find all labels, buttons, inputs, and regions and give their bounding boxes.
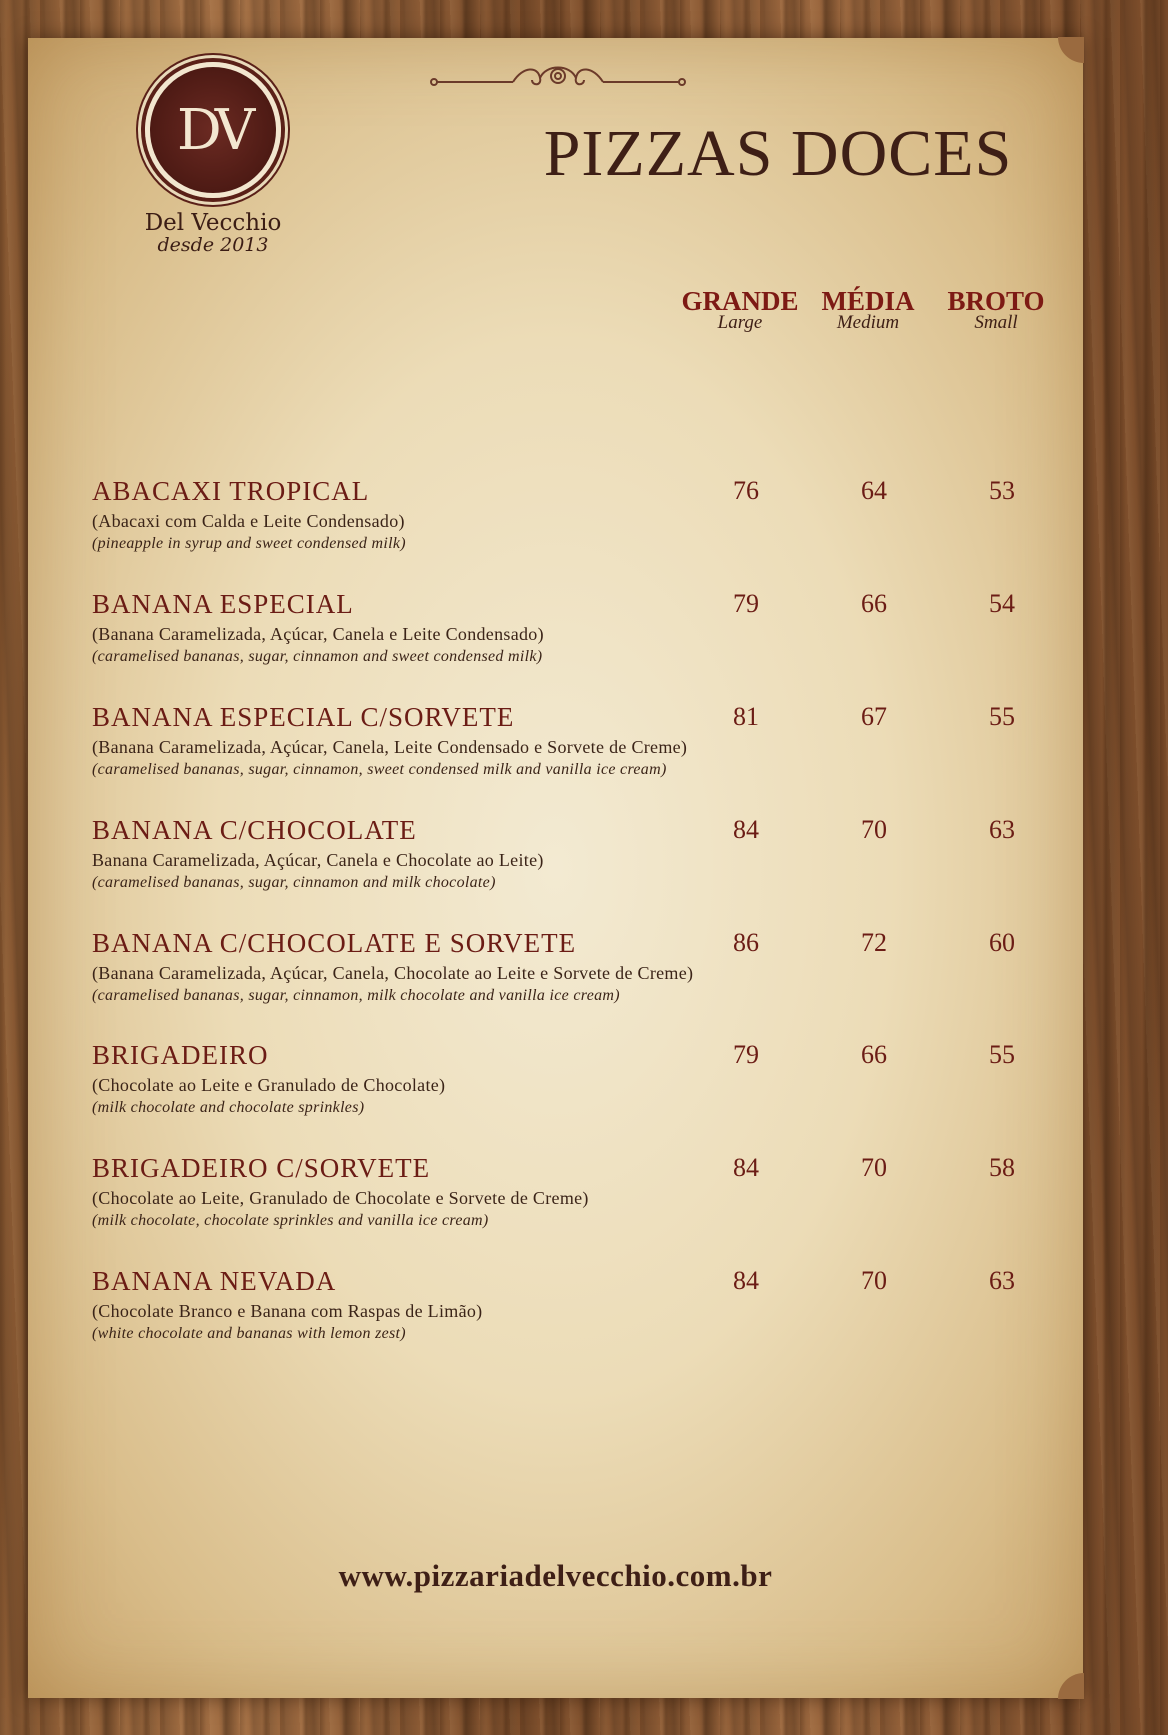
price-broto: 63 (989, 1266, 1015, 1295)
logo-since: desde 2013 (157, 234, 269, 256)
item-description: (Banana Caramelizada, Açúcar, Canela, Leite Condensado e Sorvete de Creme) (92, 737, 688, 757)
column-label: BROTO (947, 286, 1045, 316)
item-description-en: (milk chocolate, chocolate sprinkles and vanilla ice cream) (92, 1212, 489, 1229)
column-label-en: Medium (836, 312, 900, 333)
item-name: BRIGADEIRO (92, 1040, 269, 1070)
item-description: (Abacaxi com Calda e Leite Condensado) (92, 511, 405, 531)
item-name: BRIGADEIRO C/SORVETE (92, 1153, 431, 1183)
menu-item (92, 476, 1072, 576)
item-description: (Chocolate Branco e Banana com Raspas de Limão) (92, 1301, 483, 1321)
menu-paper (28, 38, 1083, 1698)
item-description: (Banana Caramelizada, Açúcar, Canela e Leite Condensado) (92, 624, 544, 644)
price-broto: 60 (989, 928, 1015, 957)
menu-item (92, 815, 1072, 915)
price-broto: 55 (989, 702, 1015, 731)
column-label: GRANDE (681, 286, 799, 316)
price-grande: 84 (733, 1266, 759, 1295)
price-grande: 84 (733, 1153, 759, 1182)
item-description-en: (caramelised bananas, sugar, cinnamon and milk chocolate) (92, 874, 496, 891)
paper-corner (1058, 1673, 1084, 1699)
menu-item (92, 702, 1072, 802)
column-label-en: Small (974, 312, 1018, 333)
price-media: 66 (861, 1040, 887, 1069)
item-description: (Chocolate ao Leite e Granulado de Chocolate) (92, 1075, 446, 1095)
item-description-en: (milk chocolate and chocolate sprinkles) (92, 1099, 365, 1116)
price-broto: 54 (989, 589, 1015, 618)
column-header-broto (926, 288, 1066, 332)
price-media: 67 (861, 702, 887, 731)
menu-item (92, 589, 1072, 689)
item-name: BANANA C/CHOCOLATE (92, 815, 417, 845)
item-description: Banana Caramelizada, Açúcar, Canela e Chocolate ao Leite) (92, 850, 544, 870)
price-grande: 76 (733, 476, 759, 505)
paper-corner (1058, 37, 1084, 63)
price-media: 70 (861, 815, 887, 844)
price-grande: 86 (733, 928, 759, 957)
item-description-en: (caramelised bananas, sugar, cinnamon and sweet condensed milk) (92, 648, 543, 665)
menu-item (92, 1153, 1072, 1253)
logo-monogram-seal (145, 62, 281, 198)
price-grande: 84 (733, 815, 759, 844)
item-description: (Banana Caramelizada, Açúcar, Canela, Chocolate ao Leite e Sorvete de Creme) (92, 963, 694, 983)
menu-item (92, 1040, 1072, 1140)
item-description-en: (white chocolate and bananas with lemon zest) (92, 1325, 406, 1342)
item-description: (Chocolate ao Leite, Granulado de Chocolate e Sorvete de Creme) (92, 1188, 589, 1208)
item-name: BANANA ESPECIAL C/SORVETE (92, 702, 515, 732)
column-header-media (798, 288, 938, 332)
item-description-en: (pineapple in syrup and sweet condensed milk) (92, 535, 406, 552)
item-name: BANANA ESPECIAL (92, 589, 354, 619)
price-media: 64 (861, 476, 887, 505)
column-header-grande (670, 288, 810, 332)
price-broto: 55 (989, 1040, 1015, 1069)
price-broto: 58 (989, 1153, 1015, 1182)
item-description-en: (caramelised bananas, sugar, cinnamon, milk chocolate and vanilla ice cream) (92, 987, 620, 1004)
price-media: 66 (861, 589, 887, 618)
item-name: BANANA C/CHOCOLATE E SORVETE (92, 928, 577, 958)
price-grande: 79 (733, 1040, 759, 1069)
column-label-en: Large (717, 312, 763, 333)
brand-logo (118, 62, 308, 254)
item-name: BANANA NEVADA (92, 1266, 337, 1296)
menu-item (92, 1266, 1072, 1366)
logo-name: Del Vecchio (144, 210, 282, 236)
price-broto: 53 (989, 476, 1015, 505)
price-media: 70 (861, 1153, 887, 1182)
menu-item (92, 928, 1072, 1028)
flourish-ornament-icon (428, 56, 688, 96)
column-label: MÉDIA (821, 286, 915, 316)
price-broto: 63 (989, 815, 1015, 844)
page-title: PIZZAS DOCES (543, 117, 1013, 190)
website-link[interactable]: www.pizzariadelvecchio.com.br (338, 1558, 773, 1593)
item-description-en: (caramelised bananas, sugar, cinnamon, sweet condensed milk and vanilla ice cream) (92, 761, 667, 778)
item-name: ABACAXI TROPICAL (92, 476, 370, 506)
logo-monogram: DV (176, 97, 250, 163)
price-grande: 81 (733, 702, 759, 731)
price-grande: 79 (733, 589, 759, 618)
price-media: 70 (861, 1266, 887, 1295)
price-media: 72 (861, 928, 887, 957)
